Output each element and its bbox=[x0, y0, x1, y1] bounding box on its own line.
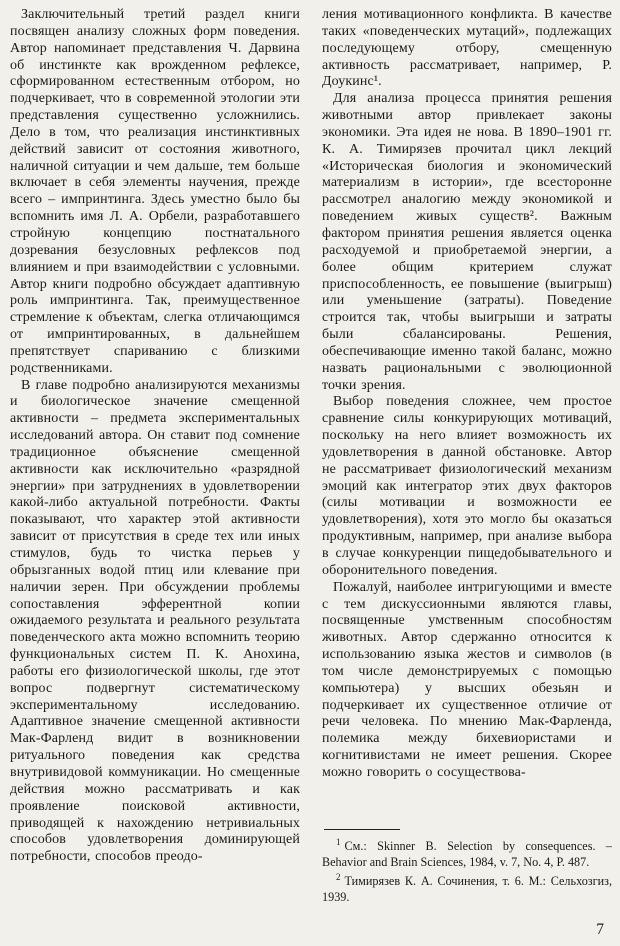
paragraph-section-intro: Заключительный третий раздел книги посвящен анализу сложных форм поведения. Автор напоминает представления Ч. Дарвина об инстинкте как врожденном рефлексе, сформированном естественным отбором, но подчеркивает, что в современной этологии эти представления существенно усложнились. Дело в том, что реализация инстинктивных действий зависит от состояния животного, наличной ситуации и чем дальше, тем больше включает в себя элементы научения, прежде всего – импринтинга. Здесь уместно было бы вспомнить имя Л. А. Орбели, разработавшего стройную концепцию постнатального дозревания безусловных рефлексов под влиянием и при взаимодействии с условными. Автор книги подробно обсуждает адаптивную роль импринтинга. Так, преимущественное стремление к объектам, слегка отличающимся от импринтированных, в дальнейшем препятствует спариванию с близкими родственниками. bbox=[10, 7, 300, 376]
paragraph-behavior-choice: Выбор поведения сложнее, чем простое сравнение силы конкурирующих мотиваций, поскольку на него влияет возможность их удовлетворения в данной обстановке. Автор не рассматривает физиологический механизм эмоций как интегратор этих двух факторов (силы мотивации и возможности ее удовлетворения), хотя это могло бы оказаться продуктивным, например, при анализе выбора в случае конкуренции пищедобывательного и оборонительного поведения. bbox=[322, 394, 612, 578]
paragraph-animal-minds: Пожалуй, наиболее интригующими и вместе с тем дискуссионными являются главы, посвященные умственным способностям животных. Автор сдержанно относится к использованию языка жестов и символов (в том числе демонстрируемых с помощью компьютера) у высших обезьян и подчеркивает их существенное отличие от речи человека. По мнению Мак-Фарленда, полемика между бихевиористами и когнитивистами не имеет решения. Скорее можно говорить о сосуществова- bbox=[322, 579, 612, 780]
page-number: 7 bbox=[596, 921, 604, 938]
footnote-2-marker: 2 bbox=[336, 872, 341, 883]
footnote-1-marker: 1 bbox=[336, 837, 341, 848]
paragraph-displaced-activity: В главе подробно анализируются механизмы и биологическое значение смещенной активности – предмета экспериментальных исследований автора. Он ставит под сомнение традиционное объяснение смещенной активности как исключительно «разрядной энергии» при затруднениях в удовлетворении какой-либо актуальной потребности. Факты показывают, что характер этой активности зависит от присутствия в среде тех или иных стимулов, будь то чистка перьев у обрызганных водой птиц или клевание при наличии зерен. При обсуждении проблемы сопоставления эфферентной копии ожидаемого результата и реального результата поведенческого акта можно вспомнить теорию функциональных систем П. К. Анохина, работы его физиологической школы, где этот вопрос подвергнут систематическому экспериментальному исследованию. Адаптивное значение смещенной активности Мак-Фарленд видит в возникновении ритуального поведения как средства внутривидовой коммуникации. Но смещенные действия можно рассматривать и как проявление поисковой активности, приводящей к нахождению нетривиальных способов удовлетворения доминирующей потребности, способов преодо- bbox=[10, 377, 300, 865]
paragraph-economics-analogy: Для анализа процесса принятия решения животными автор привлекает законы экономики. Эта идея не нова. В 1890–1901 гг. К. А. Тимирязев прочитал цикл лекций «Историческая биология и экономический материализм в истории», где всесторонне рассмотрел аналогию между экономикой и поведением живых существ². Важным фактором принятия решения является оценка расходуемой и приобретаемой энергии, а более общим критерием служат приспособленность, ее повышение (выигрыш) или уменьшение (затраты). Поведение строится так, чтобы выигрыши и затраты были сбалансированы. Решения, обеспечивающие именно такой баланс, можно назвать рациональными с эволюционной точки зрения. bbox=[322, 91, 612, 393]
right-column bbox=[322, 7, 612, 931]
paragraph-continuation: ления мотивационного конфликта. В качестве таких «поведенческих мутаций», подлежащих последующему отбору, смещенную активность рассматривает, например, Р. Доукинс¹. bbox=[322, 7, 612, 90]
text-columns bbox=[10, 7, 612, 931]
footnote-1 bbox=[322, 835, 612, 870]
footnote-1-text: См.: Skinner B. Selection by consequences. – Behavior and Brain Sciences, 1984, v. 7, No. 4, P. 487. bbox=[322, 839, 612, 869]
footnotes-block bbox=[322, 829, 612, 931]
footnote-separator bbox=[324, 829, 400, 830]
footnote-2-text: Тимирязев К. А. Сочинения, т. 6. М.: Сельхозгиз, 1939. bbox=[322, 874, 612, 904]
footnote-2 bbox=[322, 870, 612, 905]
left-column bbox=[10, 7, 300, 931]
